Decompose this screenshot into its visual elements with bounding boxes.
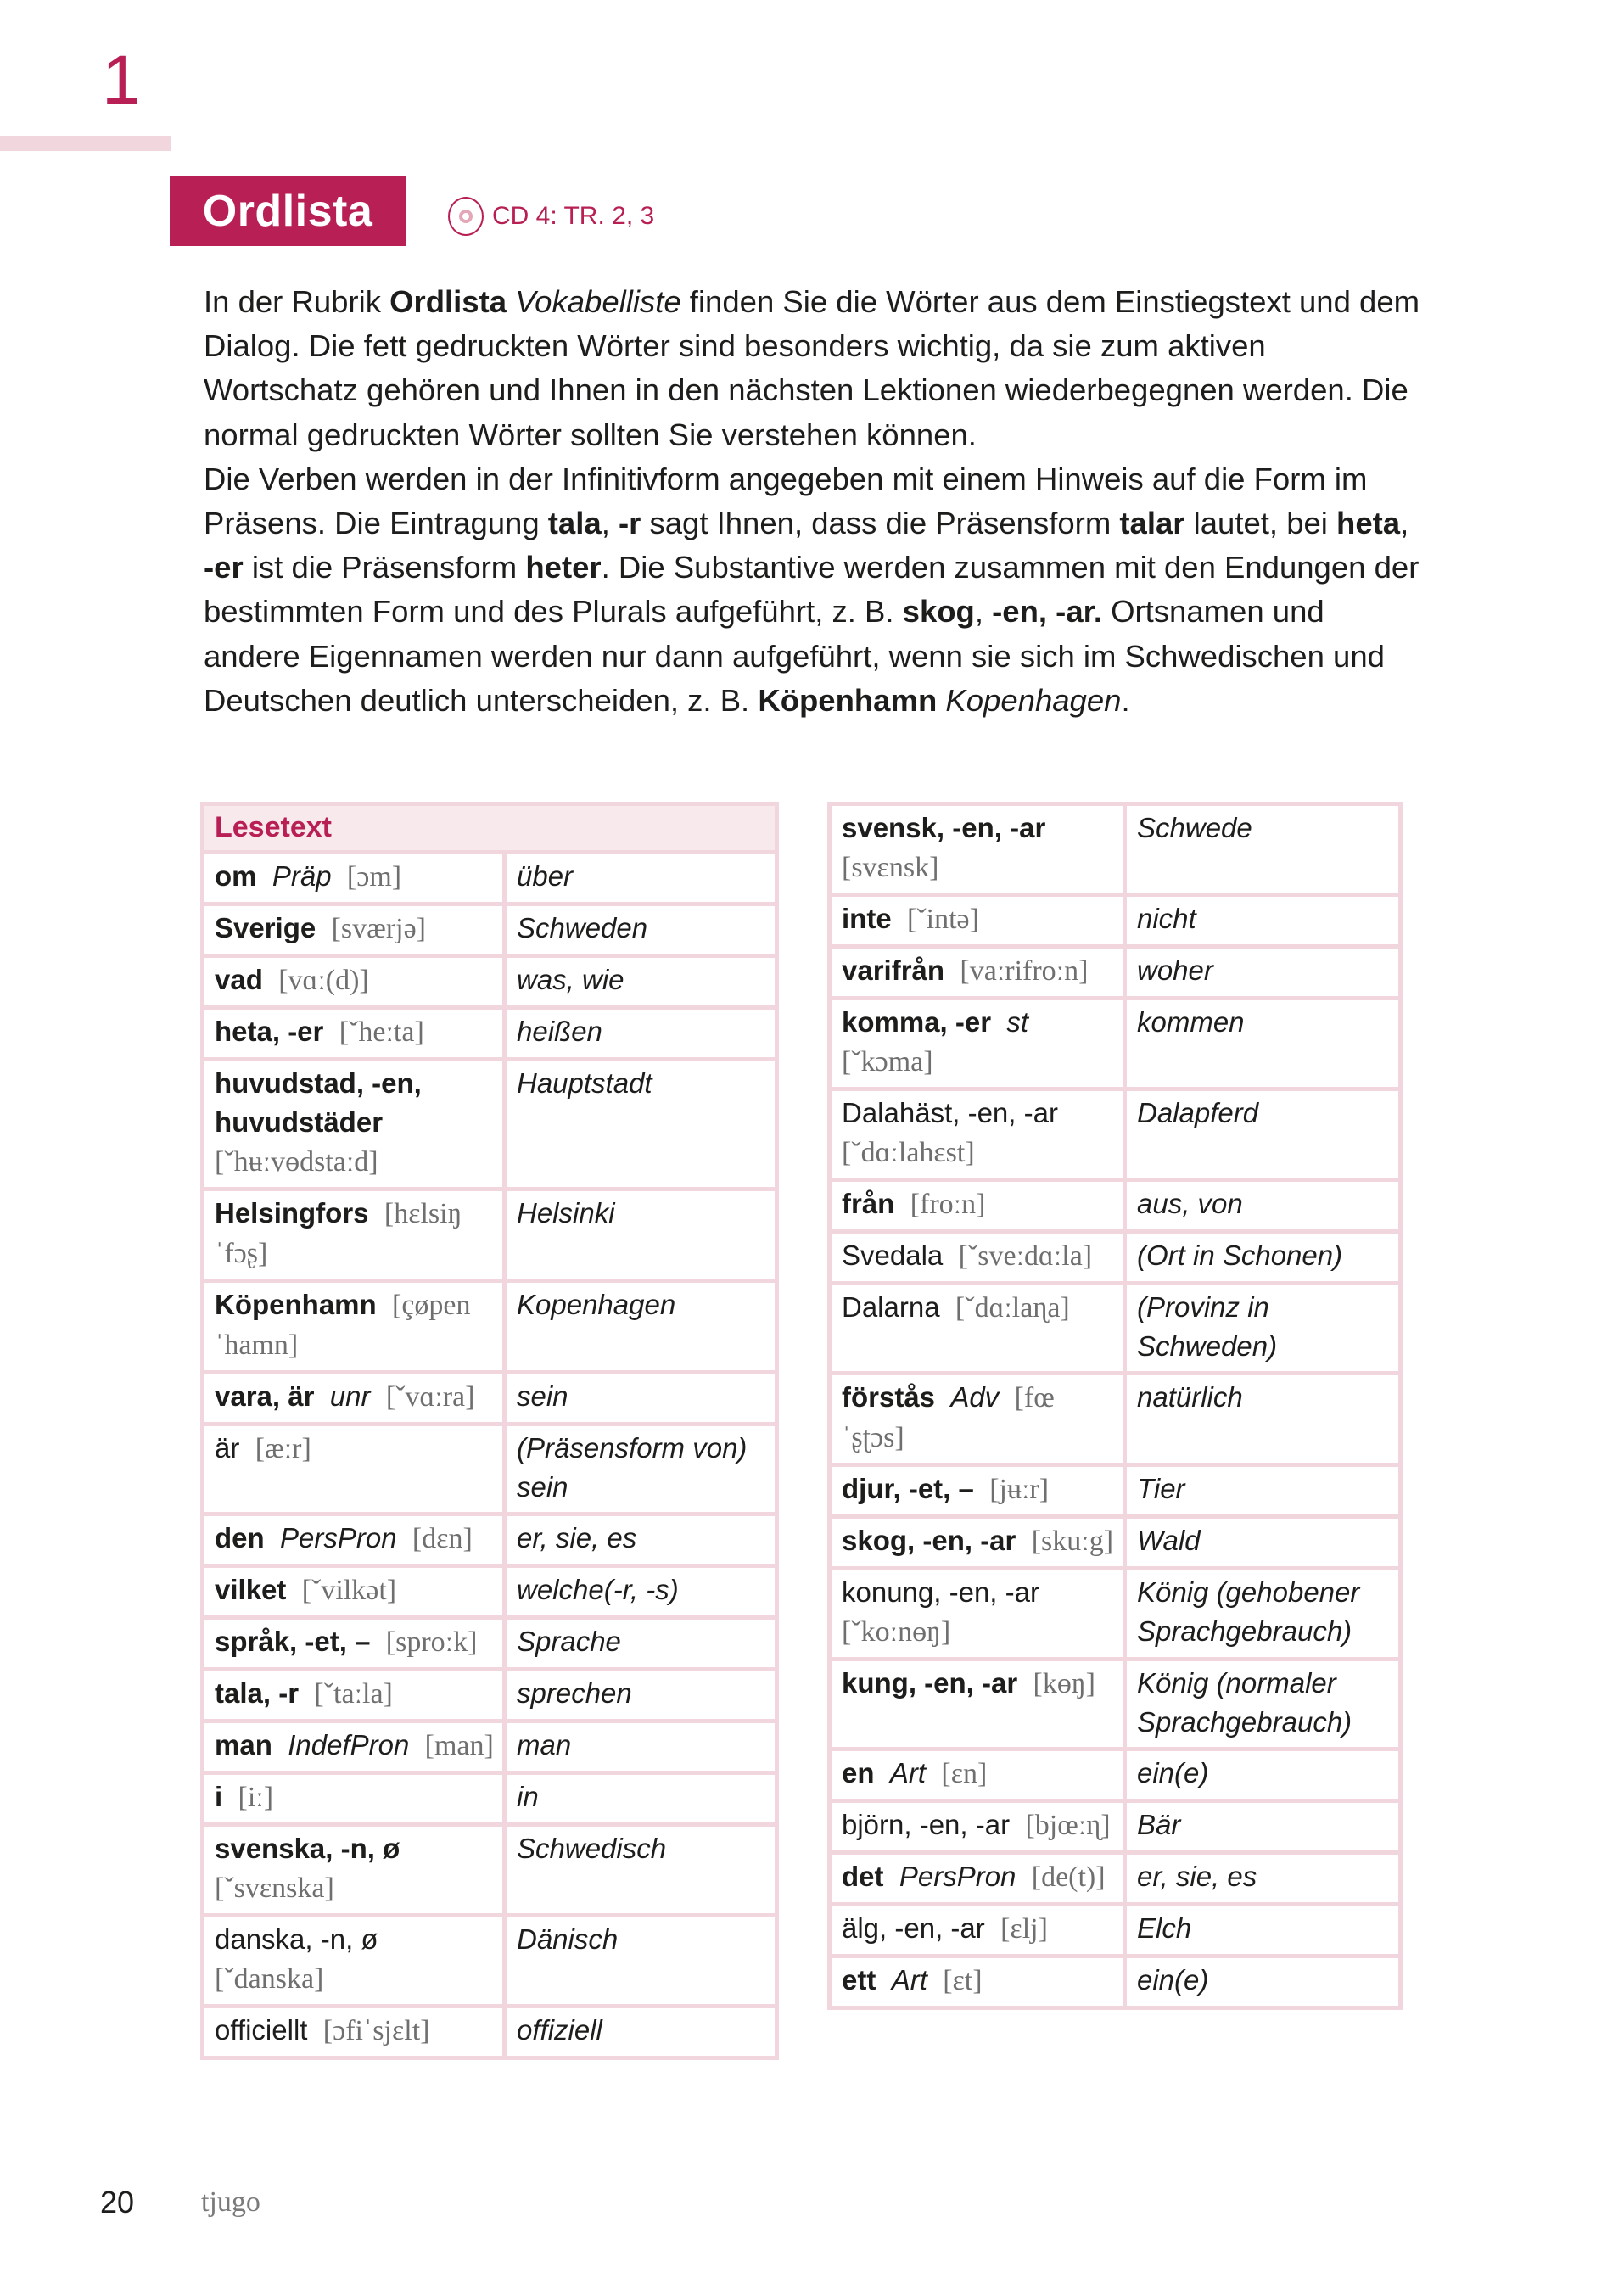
intro-paragraph-2: Die Verben werden in der Infinitivform angegeben mit einem Hinweis auf die Form im Präsens. Die Eintragung tala, -r sagt Ihnen, dass die Präsensform talar lautet, bei heta, -er ist die Präsensform heter. Die Substantive werden zusammen mit den Endungen der bestimmten Form und des Plurals aufgeführt, z. B. skog, -en, -ar. Ortsnamen und andere Eigennamen werden nur dann aufgeführt, wenn sie sich im Schwedischen und Deutschen deutlich unterscheiden, z. B. Köpenhamn Kopenhagen. — [204, 461, 1420, 718]
table-row — [204, 906, 779, 958]
swedish-entry-cell — [204, 1775, 507, 1827]
intro-paragraph-1: In der Rubrik Ordlista Vokabelliste finden Sie die Wörter aus dem Einstiegstext und dem Dialog. Die fett gedruckten Wörter sind besonders wichtig, da sie zum aktiven Wortschatz gehören und Ihnen in den nächsten Lektionen wiederbegegnen werden. Die normal gedruckten Wörter sollten Sie verstehen können. — [204, 284, 1420, 452]
german-translation: ein(e) — [1127, 1751, 1403, 1803]
swedish-word: Köpenhamn — [215, 1289, 377, 1320]
swedish-word: svensk, -en, -ar — [842, 812, 1046, 843]
swedish-word: kung, -en, -ar — [842, 1667, 1018, 1699]
swedish-entry-cell — [832, 1234, 1127, 1285]
vocab-table-left — [200, 802, 779, 2060]
german-translation: Tier — [1127, 1467, 1403, 1519]
swedish-entry-cell — [832, 1751, 1127, 1803]
swedish-entry-cell — [832, 1906, 1127, 1958]
table-row — [204, 1061, 779, 1191]
german-translation: natürlich — [1127, 1375, 1403, 1467]
table-row — [204, 1426, 779, 1516]
table-row — [204, 1191, 779, 1283]
swedish-word: det — [842, 1861, 884, 1892]
pronunciation: [sproːk] — [385, 1626, 478, 1658]
pronunciation: [ɔm] — [346, 861, 402, 893]
table-row — [832, 1234, 1403, 1285]
table-row — [832, 1570, 1403, 1661]
swedish-entry-cell — [204, 906, 507, 958]
grammar-tag: st — [1006, 1006, 1029, 1038]
swedish-word: Helsingfors — [215, 1197, 369, 1229]
swedish-word: Dalarna — [842, 1291, 940, 1323]
swedish-entry-cell — [832, 1855, 1127, 1906]
german-translation: ein(e) — [1127, 1958, 1403, 2010]
table-row — [832, 1375, 1403, 1467]
pronunciation: [ˇdanska] — [215, 1963, 324, 1995]
swedish-entry-cell — [832, 1091, 1127, 1182]
grammar-tag: Adv — [950, 1381, 1000, 1413]
german-translation: über — [507, 854, 779, 906]
pronunciation: [bjœːɳ] — [1025, 1810, 1111, 1841]
german-translation: Wald — [1127, 1519, 1403, 1570]
table-row — [204, 1827, 779, 1917]
page-number-word: tjugo — [201, 2186, 260, 2218]
cd-icon — [448, 197, 484, 236]
german-translation: Helsinki — [507, 1191, 779, 1283]
german-translation: was, wie — [507, 958, 779, 1010]
table-row — [832, 806, 1403, 897]
swedish-entry-cell — [204, 1723, 507, 1775]
swedish-word: heta, -er — [215, 1016, 324, 1047]
swedish-word: djur, -et, – — [842, 1473, 974, 1504]
german-translation: aus, von — [1127, 1182, 1403, 1234]
swedish-entry-cell — [832, 1182, 1127, 1234]
german-translation: man — [507, 1723, 779, 1775]
pronunciation: [hɛlsiŋˈfɔʂ] — [215, 1198, 462, 1269]
pronunciation: [ˇdɑːlahɛst] — [842, 1137, 975, 1168]
swedish-entry-cell — [204, 1568, 507, 1620]
german-translation: Schwede — [1127, 806, 1403, 897]
table-row — [204, 1010, 779, 1061]
german-translation: offiziell — [507, 2008, 779, 2060]
grammar-tag: Art — [891, 1964, 927, 1996]
pronunciation: [skuːg] — [1031, 1525, 1114, 1557]
pronunciation: [ɛt] — [943, 1965, 983, 1996]
swedish-entry-cell — [832, 1958, 1127, 2010]
table-row — [204, 958, 779, 1010]
swedish-entry-cell — [832, 1375, 1127, 1467]
swedish-word: är — [215, 1432, 240, 1464]
intro-text — [204, 280, 1425, 723]
swedish-entry-cell — [204, 1516, 507, 1568]
german-translation: Bär — [1127, 1803, 1403, 1855]
page-number: 20 — [100, 2185, 135, 2219]
pronunciation: [ˇheːta] — [339, 1016, 424, 1048]
german-translation: nicht — [1127, 897, 1403, 949]
swedish-word: från — [842, 1188, 895, 1219]
pronunciation: [froːn] — [910, 1189, 986, 1220]
swedish-entry-cell — [204, 1917, 507, 2008]
german-translation: er, sie, es — [507, 1516, 779, 1568]
table-row — [832, 1182, 1403, 1234]
swedish-entry-cell — [204, 1827, 507, 1917]
german-translation: (Ort in Schonen) — [1127, 1234, 1403, 1285]
pronunciation: [vaːrifroːn] — [960, 955, 1089, 987]
swedish-word: inte — [842, 903, 892, 934]
german-translation: Dalapferd — [1127, 1091, 1403, 1182]
audio-track-label: CD 4: TR. 2, 3 — [492, 202, 655, 230]
table-row — [832, 949, 1403, 1000]
swedish-entry-cell — [204, 1374, 507, 1426]
swedish-word: danska, -n, ø — [215, 1923, 378, 1955]
pronunciation: [fœˈʂʈɔs] — [842, 1382, 1055, 1453]
table-row — [204, 1516, 779, 1568]
table-row — [832, 1855, 1403, 1906]
pronunciation: [dɛn] — [412, 1523, 473, 1554]
pronunciation: [ˇintə] — [907, 904, 979, 935]
swedish-entry-cell — [832, 949, 1127, 1000]
table-row — [832, 897, 1403, 949]
pronunciation: [ɛlj] — [1000, 1913, 1048, 1945]
swedish-entry-cell — [832, 1519, 1127, 1570]
table-row — [204, 1283, 779, 1374]
german-translation: Elch — [1127, 1906, 1403, 1958]
german-translation: Hauptstadt — [507, 1061, 779, 1191]
table-row — [204, 1374, 779, 1426]
swedish-entry-cell — [204, 1620, 507, 1671]
swedish-word: Dalahäst, -en, -ar — [842, 1097, 1058, 1128]
german-translation: König (gehobener Sprachgebrauch) — [1127, 1570, 1403, 1661]
swedish-entry-cell — [832, 1803, 1127, 1855]
swedish-entry-cell — [204, 1061, 507, 1191]
pronunciation: [ˇkɔma] — [842, 1046, 933, 1078]
swedish-word: vad — [215, 964, 263, 995]
swedish-entry-cell — [832, 1570, 1127, 1661]
pronunciation: [ɔfiˈsjɛlt] — [322, 2015, 430, 2046]
swedish-word: om — [215, 860, 257, 892]
table-row — [204, 1620, 779, 1671]
swedish-entry-cell — [832, 1467, 1127, 1519]
grammar-tag: Art — [889, 1757, 927, 1788]
table-row — [204, 854, 779, 906]
swedish-entry-cell — [204, 1010, 507, 1061]
table-row — [832, 1906, 1403, 1958]
swedish-word: skog, -en, -ar — [842, 1525, 1016, 1556]
swedish-word: ett — [842, 1964, 876, 1996]
swedish-word: i — [215, 1781, 223, 1812]
german-translation: (Präsensform von) sein — [507, 1426, 779, 1516]
swedish-entry-cell — [832, 1000, 1127, 1091]
swedish-entry-cell — [204, 958, 507, 1010]
german-translation: kommen — [1127, 1000, 1403, 1091]
table-row — [204, 1775, 779, 1827]
chapter-number: 1 — [102, 42, 141, 119]
swedish-word: den — [215, 1522, 265, 1553]
german-translation: Schwedisch — [507, 1827, 779, 1917]
swedish-entry-cell — [832, 806, 1127, 897]
grammar-tag: unr — [329, 1380, 371, 1412]
table-row — [204, 1568, 779, 1620]
german-translation: heißen — [507, 1010, 779, 1061]
table-row — [832, 1751, 1403, 1803]
pronunciation: [kɵŋ] — [1033, 1668, 1095, 1699]
pronunciation: [ˇsvɛnska] — [215, 1872, 334, 1904]
german-translation: Schweden — [507, 906, 779, 958]
pronunciation: [ˇdɑːlaɳa] — [955, 1292, 1070, 1324]
swedish-word: Svedala — [842, 1240, 944, 1271]
table-row — [204, 1723, 779, 1775]
section-title: Ordlista — [170, 176, 406, 246]
pronunciation: [ˇsveːdɑːla] — [958, 1240, 1093, 1272]
swedish-word: komma, -er — [842, 1006, 992, 1038]
table-row — [832, 1091, 1403, 1182]
table-row — [832, 1285, 1403, 1375]
table-header-lesetext: Lesetext — [204, 806, 779, 854]
pronunciation: [man] — [424, 1730, 494, 1761]
grammar-tag: IndefPron — [288, 1729, 410, 1760]
swedish-word: svenska, -n, ø — [215, 1833, 400, 1864]
pronunciation: [æːr] — [255, 1433, 311, 1464]
table-row — [204, 1917, 779, 2008]
table-row — [832, 1958, 1403, 2010]
audio-reference — [448, 196, 654, 237]
swedish-word: man — [215, 1729, 272, 1760]
pronunciation: [jʉːr] — [989, 1474, 1050, 1505]
pronunciation: [ˇvilkət] — [301, 1575, 397, 1606]
german-translation: sprechen — [507, 1671, 779, 1723]
grammar-tag: PersPron — [280, 1522, 397, 1553]
pronunciation: [ˇkoːnɵŋ] — [842, 1616, 951, 1648]
swedish-word: björn, -en, -ar — [842, 1809, 1011, 1840]
swedish-word: vara, är — [215, 1380, 315, 1412]
chapter-bar — [0, 136, 171, 151]
table-row — [832, 1467, 1403, 1519]
table-row — [832, 1661, 1403, 1751]
german-translation: sein — [507, 1374, 779, 1426]
swedish-word: tala, -r — [215, 1677, 300, 1709]
swedish-word: Sverige — [215, 912, 316, 943]
swedish-word: en — [842, 1757, 875, 1788]
german-translation: in — [507, 1775, 779, 1827]
pronunciation: [ɛn] — [941, 1758, 988, 1789]
german-translation: (Provinz in Schweden) — [1127, 1285, 1403, 1375]
swedish-entry-cell — [204, 2008, 507, 2060]
table-row — [832, 1000, 1403, 1091]
german-translation: welche(-r, -s) — [507, 1568, 779, 1620]
pronunciation: [vɑː(d)] — [278, 965, 369, 996]
swedish-word: vilket — [215, 1574, 287, 1605]
german-translation: Sprache — [507, 1620, 779, 1671]
swedish-entry-cell — [204, 1191, 507, 1283]
swedish-entry-cell — [204, 1671, 507, 1723]
pronunciation: [de(t)] — [1031, 1861, 1106, 1893]
table-row — [832, 1519, 1403, 1570]
vocab-table-right — [827, 802, 1403, 2010]
pronunciation: [ˇhʉːvɵdstaːd] — [215, 1146, 378, 1178]
table-header-row — [204, 806, 779, 854]
table-row — [204, 2008, 779, 2060]
swedish-entry-cell — [832, 1285, 1127, 1375]
grammar-tag: PersPron — [899, 1861, 1016, 1892]
pronunciation: [ˇvɑːra] — [385, 1381, 475, 1413]
swedish-word: huvudstad, -en, huvudstäder — [215, 1067, 422, 1138]
swedish-entry-cell — [204, 1283, 507, 1374]
swedish-entry-cell — [204, 854, 507, 906]
table-row — [204, 1671, 779, 1723]
german-translation: Dänisch — [507, 1917, 779, 2008]
swedish-entry-cell — [832, 1661, 1127, 1751]
pronunciation: [iː] — [238, 1782, 274, 1813]
swedish-word: språk, -et, – — [215, 1626, 371, 1657]
pronunciation: [sværjə] — [331, 913, 427, 944]
table-row — [832, 1803, 1403, 1855]
german-translation: woher — [1127, 949, 1403, 1000]
swedish-entry-cell — [204, 1426, 507, 1516]
swedish-entry-cell — [832, 897, 1127, 949]
pronunciation: [svɛnsk] — [842, 852, 939, 883]
german-translation: er, sie, es — [1127, 1855, 1403, 1906]
grammar-tag: Präp — [272, 860, 332, 892]
swedish-word: officiellt — [215, 2014, 308, 2046]
pronunciation: [çøpenˈhamn] — [215, 1290, 471, 1361]
swedish-word: konung, -en, -ar — [842, 1576, 1039, 1608]
swedish-word: älg, -en, -ar — [842, 1912, 985, 1944]
swedish-word: varifrån — [842, 954, 945, 986]
german-translation: Kopenhagen — [507, 1283, 779, 1374]
german-translation: König (normaler Sprachgebrauch) — [1127, 1661, 1403, 1751]
swedish-word: förstås — [842, 1381, 936, 1413]
pronunciation: [ˇtaːla] — [314, 1678, 393, 1710]
